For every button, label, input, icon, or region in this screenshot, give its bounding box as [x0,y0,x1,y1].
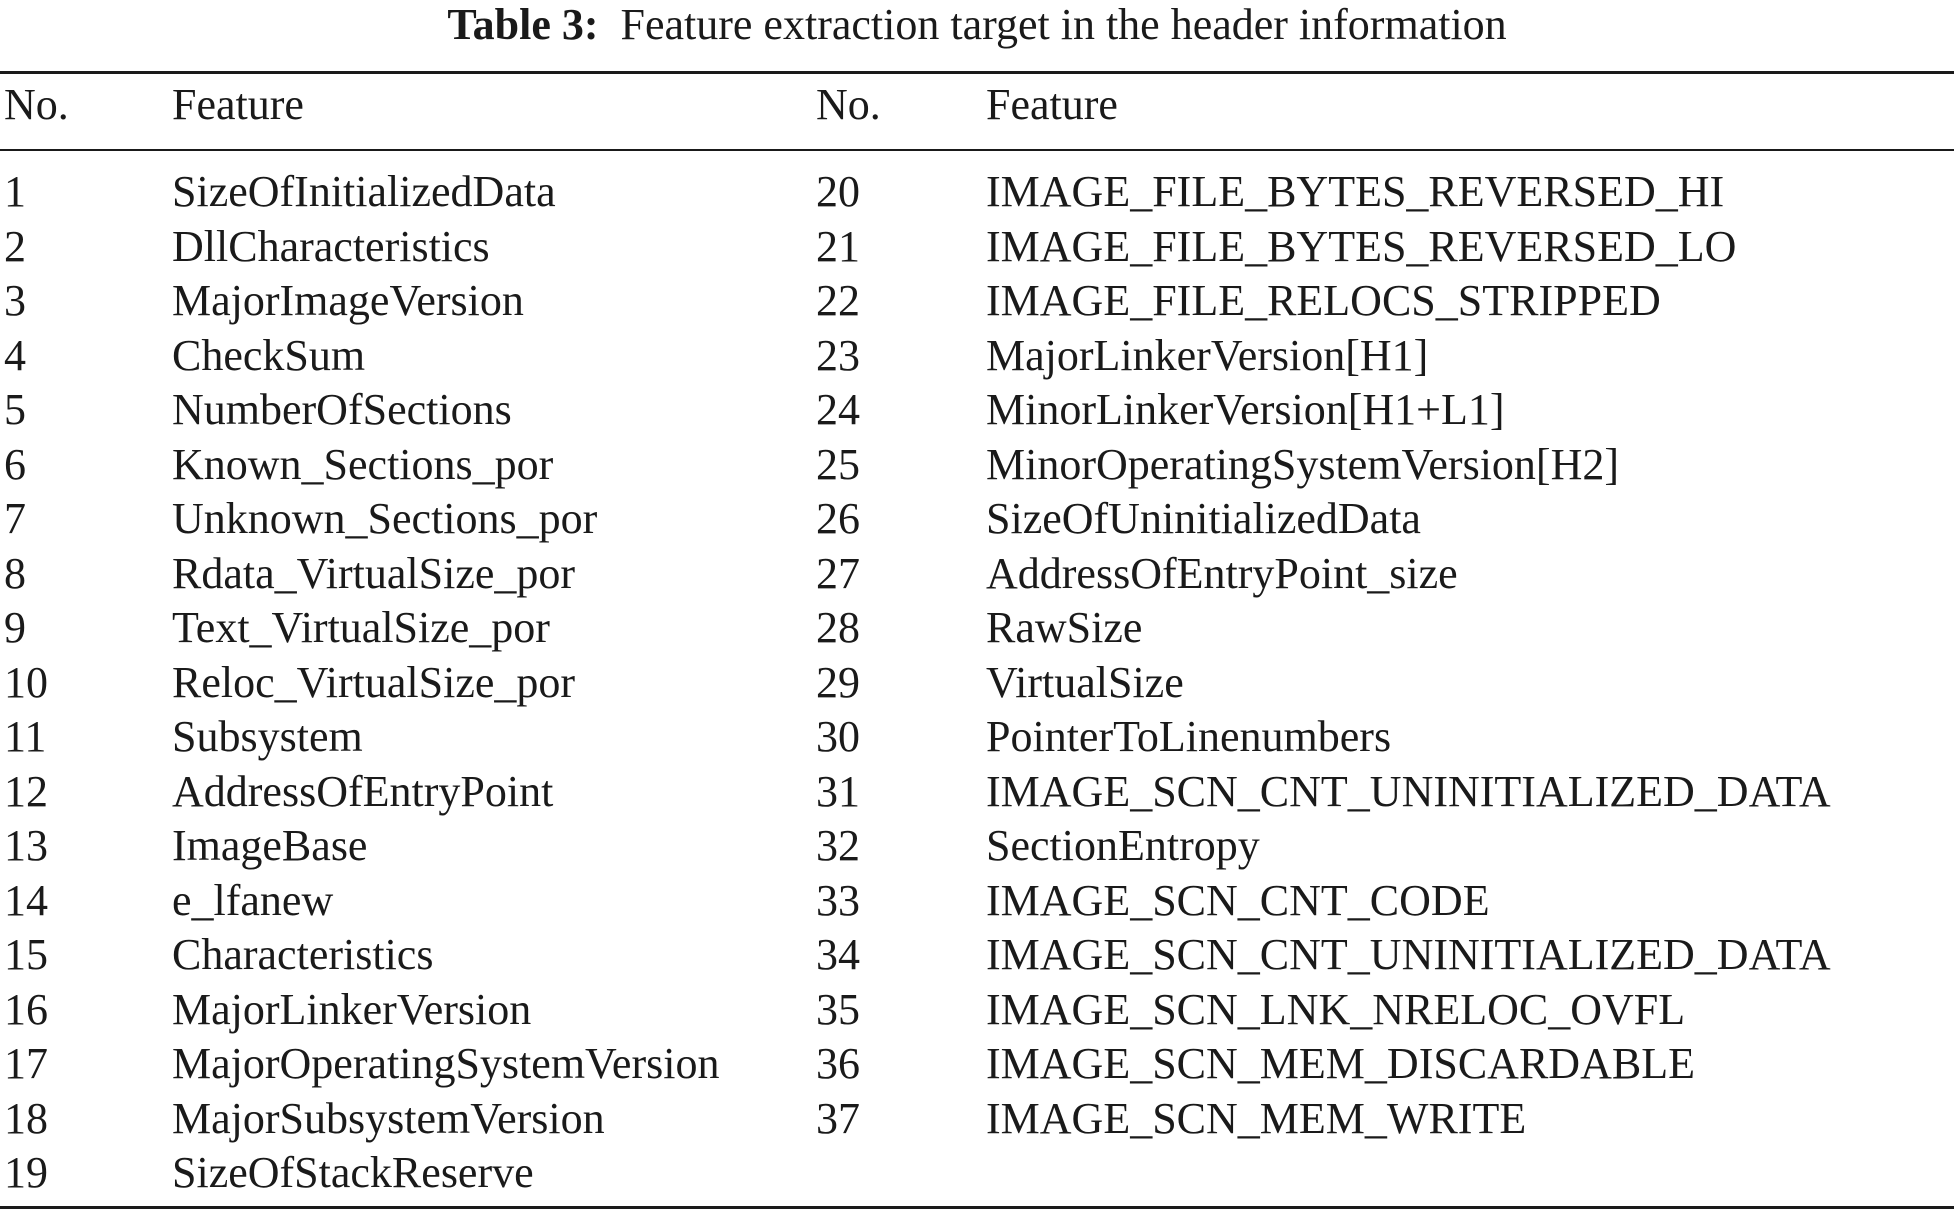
header-feature-right: Feature [986,80,1118,129]
row-feature-left: MajorLinkerVersion [172,984,532,1034]
row-feature-left: NumberOfSections [172,385,512,434]
row-no-right: 26 [816,494,860,543]
row-no-right: 33 [816,875,860,925]
row-no-right: 25 [816,439,860,489]
row-feature-right: IMAGE_SCN_MEM_WRITE [986,1093,1527,1143]
row-no-left: 12 [4,766,48,816]
row-no-left: 8 [4,548,26,598]
row-feature-right: SizeOfUninitializedData [986,494,1421,543]
row-feature-left: Unknown_Sections_por [172,494,598,543]
row-feature-left: MajorImageVersion [172,276,524,325]
row-feature-right: IMAGE_SCN_MEM_DISCARDABLE [986,1039,1695,1088]
row-no-right: 29 [816,657,860,707]
row-feature-left: SizeOfInitializedData [172,167,556,216]
row-no-right: 30 [816,712,860,761]
row-feature-left: DllCharacteristics [172,221,490,271]
row-feature-right: IMAGE_SCN_CNT_CODE [986,875,1490,925]
row-no-left: 14 [4,875,48,925]
row-feature-right: IMAGE_SCN_LNK_NRELOC_OVFL [986,984,1686,1034]
row-no-right: 23 [816,330,860,380]
row-no-right: 34 [816,930,860,979]
row-no-left: 10 [4,657,48,707]
row-no-right: 21 [816,221,860,271]
row-feature-right: IMAGE_FILE_BYTES_REVERSED_HI [986,167,1725,216]
row-feature-right: IMAGE_SCN_CNT_UNINITIALIZED_DATA [986,766,1831,816]
row-no-left: 4 [4,330,26,380]
table-caption [0,0,1954,50]
row-no-left: 13 [4,821,48,870]
row-no-left: 19 [4,1148,48,1197]
row-feature-left: MajorSubsystemVersion [172,1093,605,1143]
row-feature-right: MinorLinkerVersion[H1+L1] [986,385,1505,434]
table-bottom-rule [0,1206,1954,1209]
row-no-left: 2 [4,221,26,271]
row-feature-left: CheckSum [172,330,366,380]
row-feature-right: MinorOperatingSystemVersion[H2] [986,439,1620,489]
row-no-right: 37 [816,1093,860,1143]
row-feature-left: MajorOperatingSystemVersion [172,1039,720,1088]
row-feature-left: e_lfanew [172,875,334,925]
header-no-left: No. [4,80,69,129]
row-no-right: 20 [816,167,860,216]
table-top-rule [0,71,1954,74]
row-feature-right: VirtualSize [986,657,1184,707]
row-no-right: 36 [816,1039,860,1088]
row-feature-left: Rdata_VirtualSize_por [172,548,576,598]
row-feature-left: AddressOfEntryPoint [172,766,554,816]
row-no-right: 35 [816,984,860,1034]
table-caption-label: Table 3: [447,0,599,49]
row-no-left: 6 [4,439,26,489]
row-feature-right: IMAGE_FILE_RELOCS_STRIPPED [986,276,1661,325]
row-no-right: 22 [816,276,860,325]
row-no-right: 32 [816,821,860,870]
row-no-left: 9 [4,603,26,652]
row-no-left: 15 [4,930,48,979]
row-no-left: 18 [4,1093,48,1143]
row-feature-left: ImageBase [172,821,368,870]
row-feature-left: SizeOfStackReserve [172,1148,534,1197]
row-feature-right: PointerToLinenumbers [986,712,1392,761]
table-header-rule [0,149,1954,151]
row-no-left: 17 [4,1039,48,1088]
row-no-left: 5 [4,385,26,434]
row-no-left: 16 [4,984,48,1034]
row-feature-right: RawSize [986,603,1143,652]
row-feature-left: Characteristics [172,930,434,979]
row-no-right: 31 [816,766,860,816]
row-feature-left: Text_VirtualSize_por [172,603,550,652]
row-feature-right: IMAGE_SCN_CNT_UNINITIALIZED_DATA [986,930,1831,979]
row-no-right: 28 [816,603,860,652]
row-feature-left: Known_Sections_por [172,439,554,489]
row-no-right: 24 [816,385,860,434]
row-feature-left: Subsystem [172,712,363,761]
row-no-left: 1 [4,167,26,216]
row-no-left: 3 [4,276,26,325]
row-feature-right: SectionEntropy [986,821,1260,870]
row-no-left: 7 [4,494,26,543]
row-feature-left: Reloc_VirtualSize_por [172,657,576,707]
row-feature-right: IMAGE_FILE_BYTES_REVERSED_LO [986,221,1737,271]
row-feature-right: MajorLinkerVersion[H1] [986,330,1429,380]
row-no-left: 11 [4,712,47,761]
row-feature-right: AddressOfEntryPoint_size [986,548,1458,598]
row-no-right: 27 [816,548,860,598]
header-feature-left: Feature [172,80,304,129]
header-no-right: No. [816,80,881,129]
table-caption-title: Feature extraction target in the header information [620,0,1507,49]
